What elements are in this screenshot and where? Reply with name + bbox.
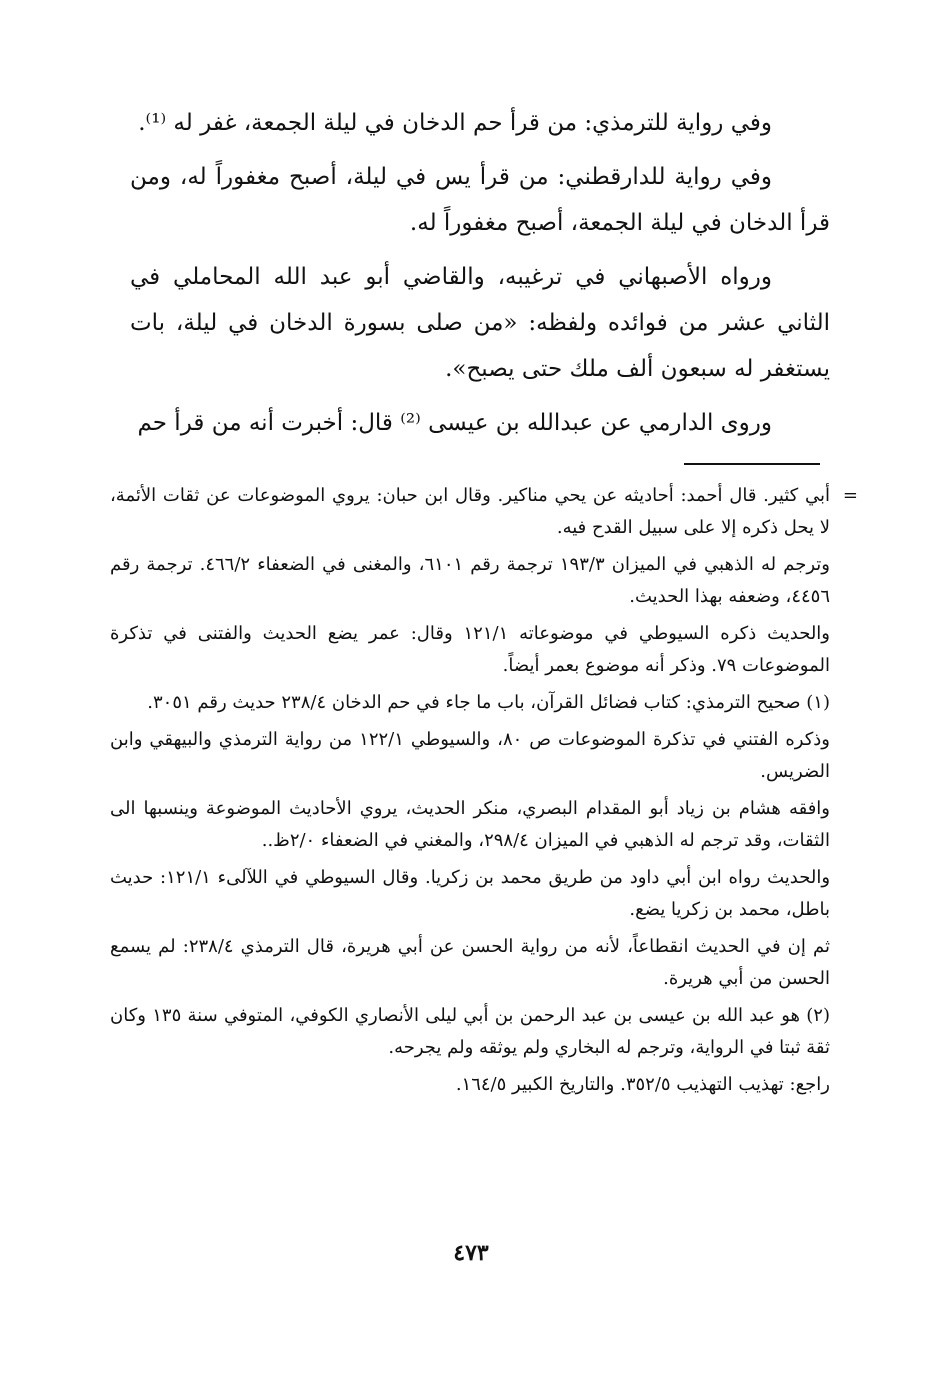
footnote-paragraph: وذكره الفتني في تذكرة الموضوعات ص ٨٠، والسيوطي ١٢٢/١ من رواية الترمذي والبيهقي وابن الضريس.: [110, 729, 830, 782]
footnote-paragraph: راجع: تهذيب التهذيب ٣٥٢/٥. والتاريخ الكبير ١٦٤/٥.: [455, 1074, 830, 1095]
footnote-paragraph: وافقه هشام بن زياد أبو المقدام البصري، منكر الحديث، يروي الأحاديث الموضوعة وينسبها الى الثقات، وقد ترجم له الذهبي في الميزان ٢٩٨/٤، والمغني في الضعفاء ٢/٠ظ..: [110, 798, 830, 851]
footnote-2: (٢) هو عبد الله بن عيسى بن عبد الرحمن بن أبي ليلى الأنصاري الكوفي، المتوفي سنة ١٣٥ وكان ثقة ثبتا في الرواية، وترجم له البخاري ولم يوثقه ولم يجرحه.: [110, 1005, 830, 1058]
continuation-marker: =: [842, 485, 858, 506]
footnote-text: أبي كثير. قال أحمد: أحاديثه عن يحي مناكير. وقال ابن حبان: يروي الموضوعات عن ثقات الأئمة، لا يحل ذكره إلا على سبيل القدح فيه.: [110, 485, 830, 538]
footnote-continuation: [110, 480, 858, 544]
footnote-paragraph: وترجم له الذهبي في الميزان ١٩٣/٣ ترجمة رقم ٦١٠١، والمغنى في الضعفاء ٤٦٦/٢. ترجمة رقم ٤٤٥٦، وضعفه بهذا الحديث.: [110, 554, 830, 607]
page-number: ٤٧٣: [453, 1240, 489, 1266]
footnote-paragraph: ثم إن في الحديث انقطاعاً، لأنه من رواية الحسن عن أبي هريرة، قال الترمذي ٢٣٨/٤: لم يسمع الحسن من أبي هريرة.: [110, 936, 830, 989]
footnote-1: (١) صحيح الترمذي: كتاب فضائل القرآن، باب ما جاء في حم الدخان ٢٣٨/٤ حديث رقم ٣٠٥١.: [147, 692, 830, 713]
main-paragraph-4: وروى الدارمي عن عبدالله بن عيسى ⁽²⁾ قال: أخبرت أنه من قرأ حم: [137, 410, 772, 436]
main-paragraph-1: وفي رواية للترمذي: من قرأ حم الدخان في ليلة الجمعة، غفر له ⁽¹⁾.: [138, 110, 772, 136]
main-text: [130, 100, 830, 454]
footnotes: [110, 480, 858, 1106]
main-paragraph-2: وفي رواية للدارقطني: من قرأ يس في ليلة، أصبح مغفوراً له، ومن قرأ الدخان في ليلة الجمعة، أصبح مغفوراً له.: [130, 164, 830, 236]
footnote-separator: [684, 463, 820, 465]
footnote-paragraph: والحديث رواه ابن أبي داود من طريق محمد بن زكريا. وقال السيوطي في اللآلىء ١٢١/١: حديث باطل، محمد بن زكريا يضع.: [110, 867, 831, 920]
main-paragraph-3: ورواه الأصبهاني في ترغيبه، والقاضي أبو عبد الله المحاملي في الثاني عشر من فوائده ولفظه: «من صلى بسورة الدخان في ليلة، بات يستغفر له سبعون ألف ملك حتى يصبح».: [130, 264, 831, 382]
footnote-paragraph: والحديث ذكره السيوطي في موضوعاته ١٢١/١ وقال: عمر يضع الحديث والفتنى في تذكرة الموضوعات ٧٩. وذكر أنه موضوع بعمر أيضاً.: [110, 623, 830, 676]
